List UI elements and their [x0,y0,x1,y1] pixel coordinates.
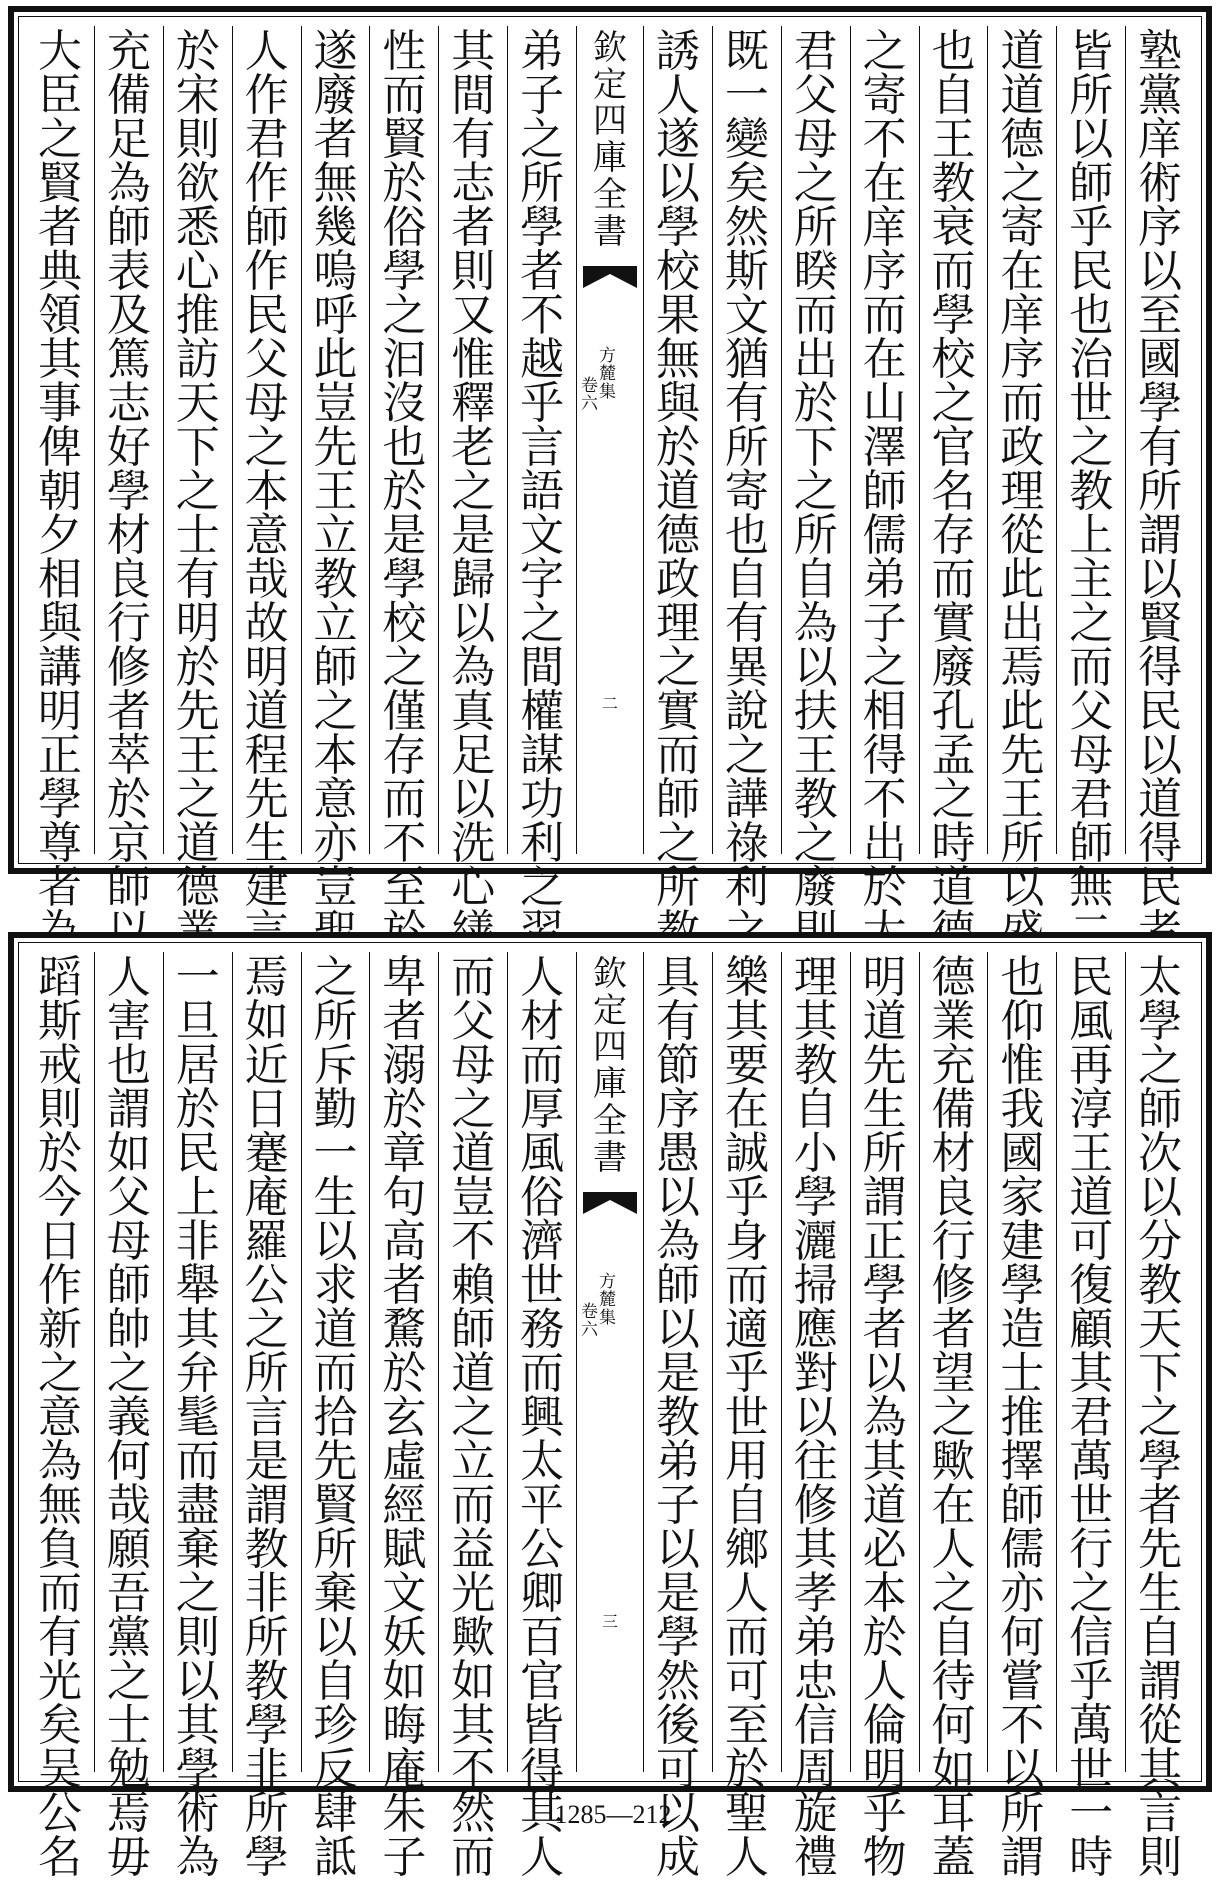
center-book-title: 方 麓 集 [599,1272,616,1328]
column-text: 於 宋 則 欲 悉 心 推 訪 天 下 之 士 有 明 於 先 王 之 道 德 [175,26,220,913]
text-column-right-3 [988,952,1057,1883]
text-column-right-4 [920,952,989,1883]
text-column-left-8 [26,26,95,913]
center-series-title: 欽 定 四 庫 全 書 [593,28,627,252]
column-text: 明 道 先 生 所 謂 正 學 者 以 為 其 道 必 本 於 人 倫 明 乎 物 [862,952,907,1883]
column-text: 理 其 教 自 小 學 灑 掃 應 對 以 往 修 其 孝 弟 忠 信 周 旋 禮 [793,952,838,1883]
center-page-number: 二 [601,694,618,713]
column-text: 焉 如 近 日 蹇 庵 羅 公 之 所 言 是 謂 教 非 所 教 學 非 所 學 [244,952,289,1883]
column-text: 道 道 德 之 寄 在 庠 序 而 政 理 從 此 出 焉 此 先 王 所 以 [1000,26,1045,913]
text-column-right-7 [713,26,782,913]
fishtail-mark-icon [583,1190,637,1216]
column-text: 充 備 足 為 師 表 及 篤 志 好 學 材 良 行 修 者 萃 於 京 師 [106,26,151,913]
column-text: 大 臣 之 賢 者 典 領 其 事 俾 朝 夕 相 與 講 明 正 學 尊 者 [37,26,82,913]
text-column-right-5 [851,952,920,1883]
text-column-right-1 [1126,952,1194,1883]
text-column-left-4 [302,26,371,913]
text-column-left-8 [26,952,95,1883]
text-column-left-7 [95,952,164,1883]
column-text: 既 一 變 矣 然 斯 文 猶 有 所 寄 也 自 有 異 說 之 譁 祿 利 [724,26,769,913]
column-text: 樂 其 要 在 誠 乎 身 而 適 乎 世 用 自 鄉 人 而 可 至 於 聖 人 [724,952,769,1883]
column-text: 人 材 而 厚 風 俗 濟 世 務 而 興 太 平 公 卿 百 官 皆 得 其 人 [520,952,565,1883]
column-text: 也 自 王 教 衰 而 學 校 之 官 名 存 而 實 廢 孔 孟 之 時 道 [931,26,976,913]
text-column-left-1 [508,26,577,913]
column-text: 弟 子 之 所 學 者 不 越 乎 言 語 文 字 之 間 權 謀 功 利 之 [520,26,565,913]
column-text: 而 父 母 之 道 豈 不 賴 師 道 之 立 而 益 光 歟 如 其 不 然 而 [451,952,496,1883]
center-series-title: 欽 定 四 庫 全 書 [593,954,627,1178]
text-column-left-2 [439,26,508,913]
text-column-right-4 [920,26,989,913]
page-number-footer: 1285—212 [554,1800,672,1829]
text-column-right-3 [988,26,1057,913]
column-text: 卑 者 溺 於 章 句 高 者 騖 於 玄 虛 經 賦 文 妖 如 晦 庵 朱 子 [382,952,427,1883]
column-text: 民 風 再 淳 王 道 可 復 顧 其 君 萬 世 行 之 信 乎 萬 世 一 時 [1069,952,1114,1883]
text-column-left-5 [233,952,302,1883]
text-column-right-1 [1126,26,1194,913]
fishtail-mark-icon [583,264,637,290]
text-column-left-6 [164,26,233,913]
column-text: 之 寄 不 在 庠 序 而 在 山 澤 師 儒 弟 子 之 相 得 不 出 於 [862,26,907,913]
text-column-left-7 [95,26,164,913]
text-column-right-2 [1057,26,1126,913]
column-text: 人 害 也 謂 如 父 母 師 帥 之 義 何 哉 願 吾 黨 之 士 勉 焉 毋 [106,952,151,1883]
column-text: 君 父 母 之 所 睽 而 出 於 下 之 所 自 為 以 扶 王 教 之 廢 [793,26,838,913]
column-text: 之 所 斥 勤 一 生 以 求 道 而 拾 先 賢 所 棄 以 自 珍 反 肆 詆 [313,952,358,1883]
text-column-right-6 [782,952,851,1883]
column-text: 一 旦 居 於 民 上 非 舉 其 弁 髦 而 盡 棄 之 則 以 其 學 術 為 [175,952,220,1883]
center-volume-label: 卷 六 [581,1302,598,1340]
text-column-left-4 [302,952,371,1883]
text-column-left-6 [164,952,233,1883]
column-text: 蹈 斯 戒 則 於 今 日 作 新 之 意 為 無 負 而 有 光 矣 吴 公 名 [37,952,82,1883]
text-column-left-3 [370,26,439,913]
text-column-right-2 [1057,952,1126,1883]
column-text: 皆 所 以 師 乎 民 也 治 世 之 教 上 主 之 而 父 母 君 師 無 [1069,26,1114,913]
upper-folio-page [8,6,1212,913]
column-text: 塾 黨 庠 術 序 以 至 國 學 有 所 謂 以 賢 得 民 以 道 得 民 [1138,26,1183,913]
text-column-right-8 [644,26,713,913]
text-column-right-5 [851,26,920,913]
center-fold-column [577,952,644,1772]
column-text: 太 學 之 師 次 以 分 教 天 下 之 學 者 先 生 自 謂 從 其 言 則 [1138,952,1183,1883]
text-column-left-1 [508,952,577,1883]
text-column-left-3 [370,952,439,1883]
center-book-title: 方 麓 集 [599,346,616,402]
column-text: 誘 人 遂 以 學 校 果 無 與 於 道 德 政 理 之 實 而 師 之 所 [655,26,700,913]
center-page-number: 三 [601,1612,618,1631]
text-column-right-6 [782,26,851,913]
text-column-right-8 [644,952,713,1883]
column-text: 遂 廢 者 無 幾 嗚 呼 此 豈 先 王 立 教 立 師 之 本 意 亦 豈 [313,26,358,913]
column-text: 其 間 有 志 者 則 又 惟 釋 老 之 是 歸 以 為 真 足 以 洗 心 [451,26,496,913]
text-column-right-7 [713,952,782,1883]
text-column-left-2 [439,952,508,1883]
center-volume-label: 卷 六 [581,376,598,414]
column-text: 性 而 賢 於 俗 學 之 汩 沒 也 於 是 學 校 之 僅 存 而 不 至 [382,26,427,913]
column-text: 人 作 君 作 師 作 民 父 母 之 本 意 哉 故 明 道 程 先 生 建 [244,26,289,913]
center-fold-column [577,26,644,854]
column-text: 具 有 節 序 愚 以 為 師 以 是 教 弟 子 以 是 學 然 後 可 以 成 [655,952,700,1883]
column-text: 德 業 充 備 材 良 行 修 者 望 之 歟 在 人 之 自 待 何 如 耳 蓋 [931,952,976,1883]
upper-text-columns [26,26,1194,913]
column-text: 也 仰 惟 我 國 家 建 學 造 士 推 擇 師 儒 亦 何 嘗 不 以 所 謂 [1000,952,1045,1883]
text-column-left-5 [233,26,302,913]
